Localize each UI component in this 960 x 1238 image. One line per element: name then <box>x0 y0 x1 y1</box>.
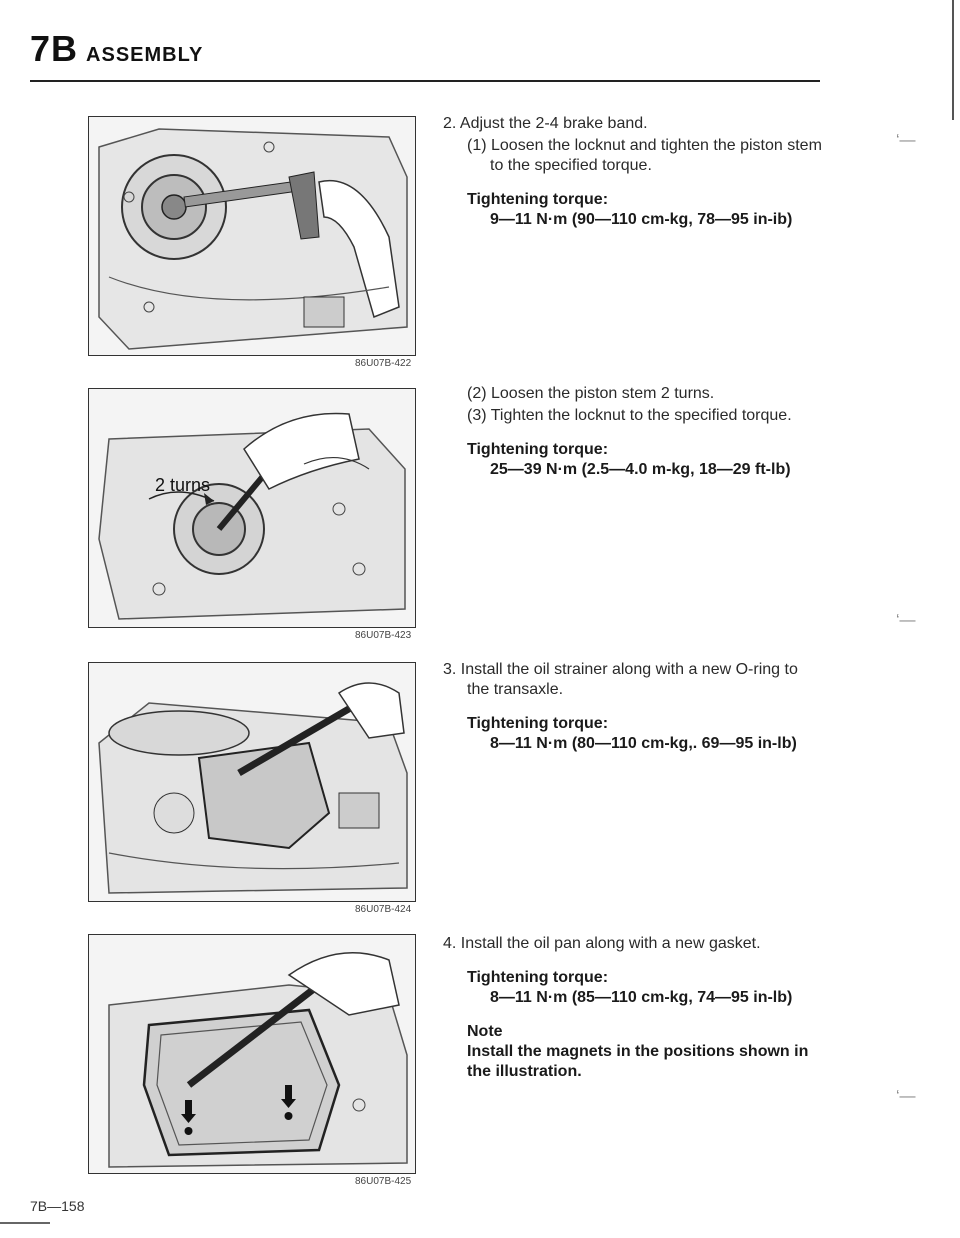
figure-loosen-piston-stem <box>88 388 416 628</box>
figure-oil-strainer <box>88 662 416 902</box>
figure-1-illustration <box>89 117 415 355</box>
torque-value-1: 9—11 N·m (90—110 cm-kg, 78—95 in-ib) <box>490 211 793 228</box>
page-number: 7B—158 <box>30 1198 85 1214</box>
step-3-line1: 3. Install the oil strainer along with a new O-ring to <box>443 661 798 678</box>
step-4-line1: 4. Install the oil pan along with a new gasket. <box>443 935 761 952</box>
step-2-sub1-line1: (1) Loosen the locknut and tighten the piston stem <box>467 137 822 154</box>
corner-mark <box>0 1222 50 1224</box>
torque-label-2: Tightening torque: <box>467 441 609 458</box>
step-2-title: 2. Adjust the 2-4 brake band. <box>443 115 648 132</box>
header-rule <box>30 80 820 82</box>
section-number: 7B <box>30 28 79 69</box>
torque-label-3: Tightening torque: <box>467 715 609 732</box>
step-2-sub1-line2: to the specified torque. <box>490 157 652 174</box>
figure-2-label: 2 turns <box>155 475 211 495</box>
torque-value-4: 8—11 N·m (85—110 cm-kg, 74—95 in-lb) <box>490 989 793 1006</box>
torque-label-1: Tightening torque: <box>467 191 609 208</box>
figure-oil-pan <box>88 934 416 1174</box>
figure-2-caption: 86U07B-423 <box>355 630 412 641</box>
section-header <box>30 28 203 70</box>
figure-2-illustration <box>89 389 415 627</box>
margin-tick-1: ‘— <box>896 132 916 149</box>
figure-3-illustration <box>89 663 415 901</box>
margin-tick-2: ‘— <box>896 612 916 629</box>
figure-3-caption: 86U07B-424 <box>355 904 412 915</box>
step-2-sub3: (3) Tighten the locknut to the specified torque. <box>467 407 792 424</box>
torque-value-2: 25—39 N·m (2.5—4.0 m-kg, 18—29 ft-lb) <box>490 461 791 478</box>
margin-tick-3: ‘— <box>896 1088 916 1105</box>
step-3-line2: the transaxle. <box>467 681 564 698</box>
figure-brake-band-adjust <box>88 116 416 356</box>
note-label: Note <box>467 1023 503 1040</box>
figure-1-caption: 86U07B-422 <box>355 358 412 369</box>
section-title: ASSEMBLY <box>86 44 204 66</box>
page-edge-mark <box>952 0 954 120</box>
torque-label-4: Tightening torque: <box>467 969 609 986</box>
torque-value-3: 8—11 N·m (80—110 cm-kg,. 69—95 in-lb) <box>490 735 797 752</box>
note-line1: Install the magnets in the positions shown in <box>467 1043 809 1060</box>
note-line2: the illustration. <box>467 1063 582 1080</box>
step-2-sub2: (2) Loosen the piston stem 2 turns. <box>467 385 715 402</box>
figure-4-illustration <box>89 935 415 1173</box>
figure-4-caption: 86U07B-425 <box>355 1176 412 1187</box>
